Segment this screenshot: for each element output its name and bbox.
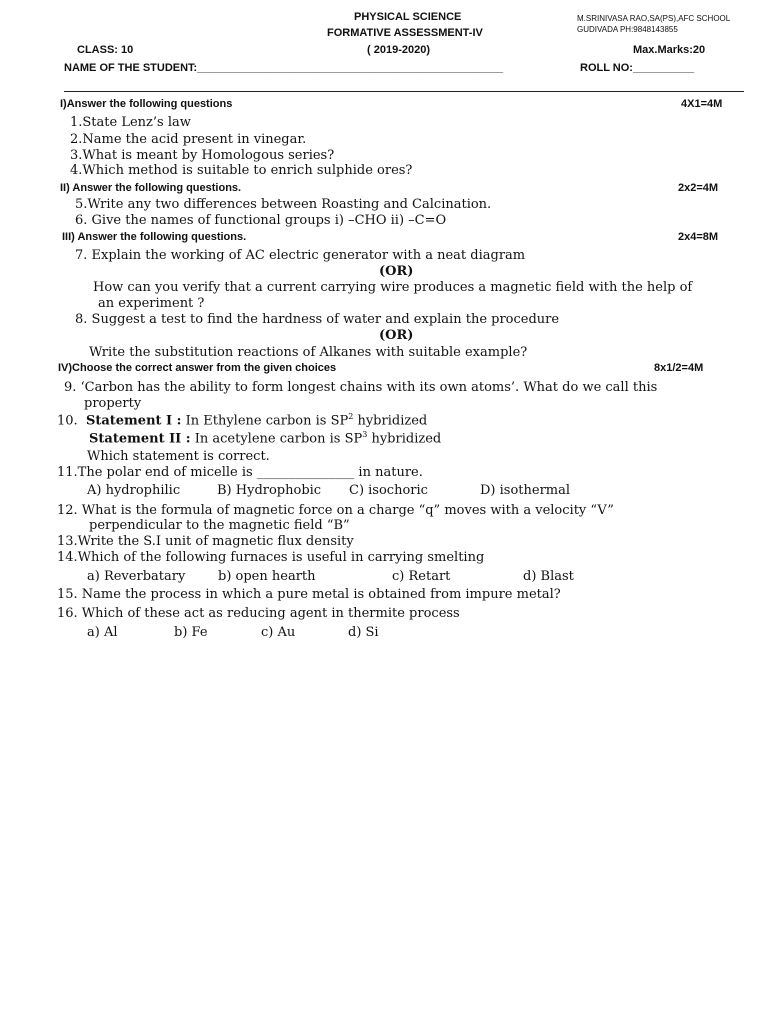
or-label-2: (OR) — [379, 328, 414, 343]
assessment-title: FORMATIVE ASSESSMENT-IV — [327, 27, 483, 39]
question-5: 5.Write any two differences between Roasting and Calcination. — [75, 197, 492, 212]
section-3-title: III) Answer the following questions. — [62, 231, 247, 243]
question-16-option-a: a) Al — [87, 625, 118, 640]
question-11: 11.The polar end of micelle is _______________ in nature. — [57, 465, 423, 480]
question-14-option-d: d) Blast — [523, 569, 574, 584]
student-name-field: NAME OF THE STUDENT:__________________________________________________ — [64, 62, 504, 74]
statement-1-text: In Ethylene carbon is SP — [181, 413, 349, 429]
question-14-option-c: c) Retart — [392, 569, 451, 584]
statement-1-label: Statement I : — [85, 413, 182, 429]
question-9-line-2: property — [84, 396, 142, 411]
question-3: 3.What is meant by Homologous series? — [70, 148, 335, 163]
question-16: 16. Which of these act as reducing agent in thermite process — [57, 606, 460, 621]
question-10-statement-1 — [57, 412, 427, 428]
class-label: CLASS: 10 — [77, 44, 134, 56]
section-1-marks: 4X1=4M — [681, 98, 723, 110]
statement-1-text-end: hybridized — [353, 413, 428, 429]
question-13: 13.Write the S.I unit of magnetic flux density — [57, 534, 354, 549]
statement-2-sup: 3 — [362, 430, 368, 439]
question-10-ask: Which statement is correct. — [87, 449, 270, 464]
question-12-line-2: perpendicular to the magnetic field “B” — [89, 518, 350, 533]
question-9-line-1: 9. ‘Carbon has the ability to form longest chains with its own atoms’. What do we call this — [64, 380, 658, 395]
header-divider — [64, 91, 744, 92]
question-8: 8. Suggest a test to find the hardness of water and explain the procedure — [75, 312, 560, 327]
question-7b-line-2: an experiment ? — [98, 296, 205, 311]
question-16-option-b: b) Fe — [174, 625, 208, 640]
section-2-marks: 2x2=4M — [678, 182, 719, 194]
question-11-option-b: B) Hydrophobic — [217, 483, 322, 498]
subject-title: PHYSICAL SCIENCE — [354, 11, 462, 23]
or-label-1: (OR) — [379, 264, 414, 279]
question-16-option-d: d) Si — [348, 625, 379, 640]
question-7: 7. Explain the working of AC electric generator with a neat diagram — [75, 248, 526, 263]
roll-no-field: ROLL NO:__________ — [580, 62, 695, 74]
question-6: 6. Give the names of functional groups i) –CHO ii) –C=O — [75, 213, 447, 228]
statement-2-label: Statement II : — [89, 431, 191, 447]
statement-2-text-end: hybridized — [367, 431, 442, 447]
section-4-marks: 8x1/2=4M — [654, 362, 704, 374]
question-15: 15. Name the process in which a pure metal is obtained from impure metal? — [57, 587, 561, 602]
question-14-option-b: b) open hearth — [218, 569, 316, 584]
question-16-option-c: c) Au — [261, 625, 296, 640]
author-line-1: M.SRINIVASA RAO,SA(PS),AFC SCHOOL — [577, 14, 731, 23]
question-1: 1.State Lenz’s law — [70, 115, 191, 130]
question-12-line-1: 12. What is the formula of magnetic force on a charge “q” moves with a velocity “V” — [57, 503, 614, 518]
question-10-statement-2 — [89, 430, 441, 446]
question-7b-line-1: How can you verify that a current carrying wire produces a magnetic field with the help of — [93, 280, 693, 295]
section-4-title: IV)Choose the correct answer from the given choices — [58, 362, 337, 374]
statement-1-sup: 2 — [348, 412, 354, 421]
question-10-number: 10. — [57, 413, 78, 429]
section-1-title: I)Answer the following questions — [60, 98, 233, 110]
question-11-option-a: A) hydrophilic — [87, 483, 181, 498]
question-8b: Write the substitution reactions of Alkanes with suitable example? — [89, 345, 528, 360]
question-14-option-a: a) Reverbatary — [87, 569, 186, 584]
question-11-option-d: D) isothermal — [480, 483, 571, 498]
max-marks: Max.Marks:20 — [633, 44, 706, 56]
author-line-2: GUDIVADA PH:9848143855 — [577, 25, 678, 34]
academic-year: ( 2019-2020) — [367, 44, 430, 56]
question-14: 14.Which of the following furnaces is useful in carrying smelting — [57, 550, 485, 565]
statement-2-text: In acetylene carbon is SP — [190, 431, 363, 447]
question-4: 4.Which method is suitable to enrich sulphide ores? — [70, 163, 413, 178]
question-2: 2.Name the acid present in vinegar. — [70, 132, 307, 147]
section-2-title: II) Answer the following questions. — [60, 182, 242, 194]
section-3-marks: 2x4=8M — [678, 231, 719, 243]
question-11-option-c: C) isochoric — [349, 483, 428, 498]
